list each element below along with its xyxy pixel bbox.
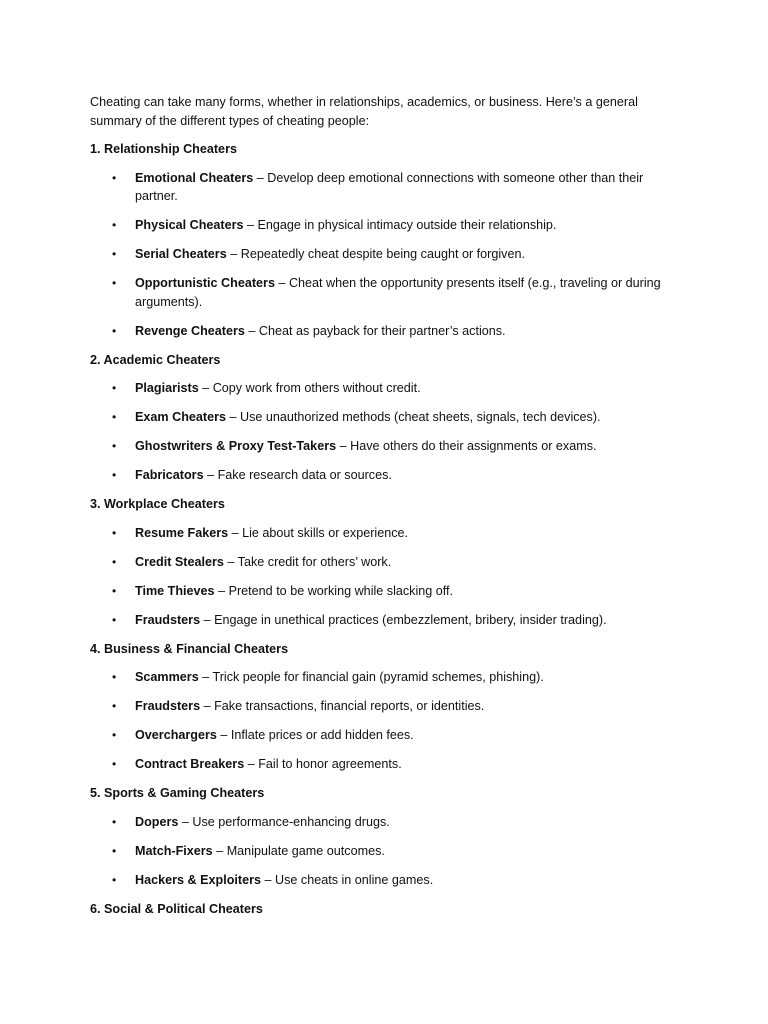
item-term: Revenge Cheaters [135,323,245,338]
bullet-icon: • [112,276,117,290]
bullet-icon: • [112,612,117,627]
bullet-list [90,169,680,341]
item-term: Plagiarists [135,381,199,395]
item-description: – Copy work from others without credit. [198,381,421,395]
bullet-icon: • [112,554,117,569]
item-term: Fraudsters [135,612,201,627]
list-item [90,697,680,716]
item-description: – Take credit for others’ work. [223,554,392,569]
bullet-icon: • [112,583,117,598]
list-item [90,216,680,235]
list-item [90,245,680,264]
section [90,784,680,889]
section [90,351,680,485]
item-term: Scammers [135,670,199,684]
item-description: – Pretend to be working while slacking off. [214,583,454,598]
section [90,140,680,340]
list-item [90,466,680,485]
bullet-icon: • [112,670,117,684]
bullet-list [90,524,680,630]
section-heading: 6. Social & Political Cheaters [90,901,263,916]
item-term: Match-Fixers [135,843,213,858]
section-heading: 1. Relationship Cheaters [90,142,237,156]
bullet-icon: • [112,843,117,858]
item-description: – Cheat when the opportunity presents itself (e.g., traveling or during arguments). [135,276,661,309]
item-description: – Fake research data or sources. [203,468,392,482]
item-description: – Repeatedly cheat despite being caught or forgiven. [226,247,525,261]
item-term: Hackers & Exploiters [135,872,261,887]
item-term: Time Thieves [135,583,215,598]
item-description: – Manipulate game outcomes. [212,843,385,858]
bullet-icon: • [112,247,117,261]
list-item [90,842,680,861]
bullet-icon: • [112,872,117,887]
item-term: Fabricators [135,468,204,482]
item-description: – Use unauthorized methods (cheat sheets, signals, tech devices). [226,410,601,424]
list-item [90,379,680,398]
section [90,495,680,629]
bullet-icon: • [112,757,117,771]
sections-container [90,140,680,918]
list-item [90,755,680,774]
item-description: – Fake transactions, financial reports, or identities. [200,699,485,713]
section-heading: 5. Sports & Gaming Cheaters [90,786,265,800]
bullet-icon: • [112,170,117,185]
item-term: Dopers [135,814,179,829]
list-item [90,726,680,745]
section-heading: 2. Academic Cheaters [90,352,221,367]
bullet-icon: • [112,699,117,713]
document-page [90,93,680,928]
item-term: Ghostwriters & Proxy Test-Takers [135,439,337,453]
item-description: – Engage in physical intimacy outside their relationship. [243,218,557,232]
item-term: Serial Cheaters [135,247,227,261]
item-term: Physical Cheaters [135,218,244,232]
list-item [90,274,680,311]
bullet-icon: • [112,381,117,395]
bullet-icon: • [112,410,117,424]
intro-paragraph: Cheating can take many forms, whether in relationships, academics, or business. Here’s a general summary of the different types of cheating people: [90,95,638,128]
list-item [90,408,680,427]
item-term: Exam Cheaters [135,410,227,424]
list-item [90,524,680,543]
bullet-icon: • [112,468,117,482]
list-item [90,169,680,206]
item-term: Credit Stealers [135,554,224,569]
list-item [90,668,680,687]
item-description: – Fail to honor agreements. [244,757,402,771]
item-term: Opportunistic Cheaters [135,276,275,290]
bullet-icon: • [112,814,117,829]
list-item [90,611,680,630]
item-description: – Use cheats in online games. [261,872,434,887]
section [90,900,680,919]
list-item [90,322,680,341]
item-description: – Have others do their assignments or exams. [336,439,597,453]
bullet-list [90,668,680,774]
bullet-list [90,813,680,890]
item-description: – Engage in unethical practices (embezzlement, bribery, insider trading). [200,612,607,627]
bullet-list [90,379,680,485]
list-item [90,437,680,456]
bullet-icon: • [112,439,117,453]
list-item [90,582,680,601]
item-description: – Develop deep emotional connections with someone other than their partner. [135,170,644,203]
item-description: – Lie about skills or experience. [228,525,409,540]
section-heading: 3. Workplace Cheaters [90,497,225,511]
list-item [90,871,680,890]
item-description: – Trick people for financial gain (pyramid schemes, phishing). [198,670,544,684]
item-term: Resume Fakers [135,525,229,540]
item-description: – Inflate prices or add hidden fees. [216,728,414,742]
section-heading: 4. Business & Financial Cheaters [90,641,289,656]
item-description: – Cheat as payback for their partner’s actions. [244,323,506,338]
list-item [90,813,680,832]
list-item [90,553,680,572]
bullet-icon: • [112,525,117,540]
item-term: Fraudsters [135,699,201,713]
section [90,640,680,774]
bullet-icon: • [112,323,117,338]
bullet-icon: • [112,218,117,232]
item-term: Emotional Cheaters [135,170,254,185]
item-term: Overchargers [135,728,217,742]
item-term: Contract Breakers [135,757,245,771]
item-description: – Use performance-enhancing drugs. [178,814,390,829]
bullet-icon: • [112,728,117,742]
